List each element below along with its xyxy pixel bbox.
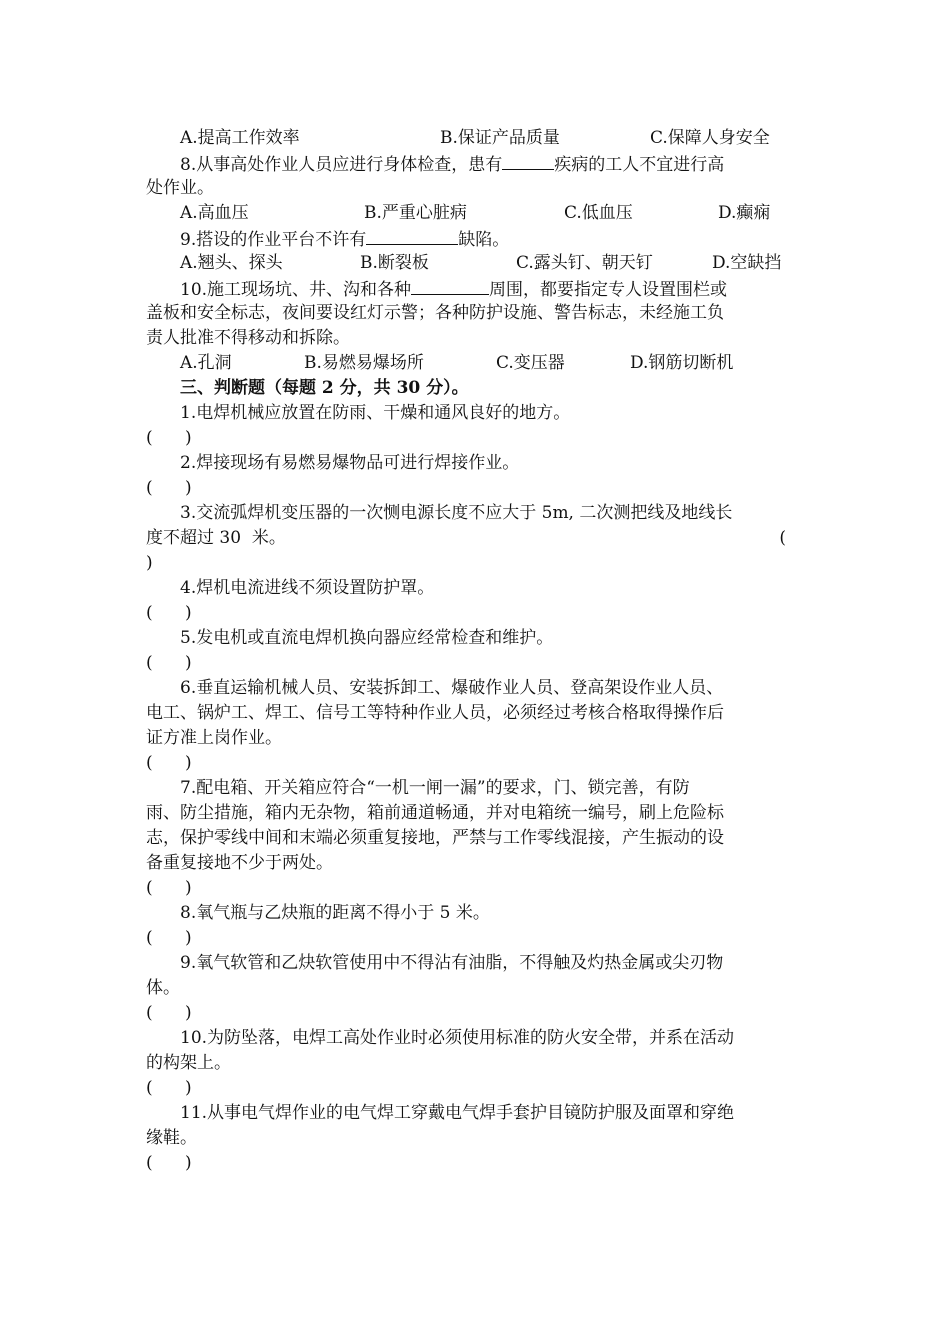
tf-question-2: 2.焊接现场有易燃易爆物品可进行焊接作业。 <box>180 453 520 473</box>
answer-bracket: ( ) <box>146 653 192 673</box>
option-a: A.高血压 <box>180 203 249 223</box>
answer-bracket-open: ( <box>779 528 786 548</box>
question-9: 9.搭设的作业平台不许有 缺陷。 <box>180 226 806 253</box>
tf-question-7-cont: 志，保护零线中间和末端必须重复接地，严禁与工作零线混接，产生振动的设 <box>146 828 724 848</box>
option-a: A.翘头、探头 <box>180 253 283 273</box>
option-b: B.易燃易爆场所 <box>304 353 424 373</box>
answer-bracket: ( ) <box>146 478 192 498</box>
tf-question-7-cont: 备重复接地不少于两处。 <box>146 853 333 873</box>
option-a: A.提高工作效率 <box>180 128 300 148</box>
option-d: D.钢筋切断机 <box>630 353 734 373</box>
option-b: B.保证产品质量 <box>440 128 560 148</box>
answer-bracket: ( ) <box>146 1078 192 1098</box>
option-a: A.孔洞 <box>180 353 232 373</box>
section-heading: 三、判断题（每题 2 分，共 30 分）。 <box>180 378 469 398</box>
answer-bracket: ( ) <box>146 1153 192 1173</box>
tf-question-6: 6.垂直运输机械人员、安装拆卸工、爆破作业人员、登高架设作业人员、 <box>180 678 724 698</box>
option-c: C.露头钉、朝天钉 <box>516 253 653 273</box>
tf-question-6-cont: 证方准上岗作业。 <box>146 728 282 748</box>
answer-bracket: ( ) <box>146 753 192 773</box>
option-c: C.变压器 <box>496 353 565 373</box>
option-b: B.严重心脏病 <box>364 203 467 223</box>
answer-blank <box>502 151 554 170</box>
tf-question-10-cont: 的构架上。 <box>146 1053 231 1073</box>
tf-question-10: 10.为防坠落，电焊工高处作业时必须使用标准的防火安全带，并系在活动 <box>180 1028 735 1048</box>
answer-bracket: ( ) <box>146 1003 192 1023</box>
question-10: 10.施工现场坑、井、沟和各种 周围，都要指定专人设置围栏或 <box>180 276 806 303</box>
tf-question-1: 1.电焊机械应放置在防雨、干燥和通风良好的地方。 <box>180 403 571 423</box>
tf-question-9-cont: 体。 <box>146 978 180 998</box>
question-8-cont: 处作业。 <box>146 178 214 198</box>
option-d: D.空缺挡 <box>712 253 782 273</box>
answer-bracket: ( ) <box>146 928 192 948</box>
answer-bracket: ( ) <box>146 603 192 623</box>
option-c: C.低血压 <box>564 203 633 223</box>
tf-question-11-cont: 缘鞋。 <box>146 1128 197 1148</box>
question-10-cont: 责人批准不得移动和拆除。 <box>146 328 350 348</box>
tf-question-4: 4.焊机电流进线不须设置防护罩。 <box>180 578 435 598</box>
option-c: C.保障人身安全 <box>650 128 770 148</box>
answer-bracket-close: ) <box>146 553 153 573</box>
option-d: D.癫痫 <box>718 203 771 223</box>
answer-bracket: ( ) <box>146 878 192 898</box>
tf-question-7-cont: 雨、防尘措施，箱内无杂物，箱前通道畅通，并对电箱统一编号，刷上危险标 <box>146 803 724 823</box>
question-8: 8.从事高处作业人员应进行身体检查，患有 疾病的工人不宜进行高 <box>180 151 806 178</box>
tf-question-8: 8.氧气瓶与乙炔瓶的距离不得小于 5 米。 <box>180 903 490 923</box>
answer-blank <box>411 276 489 295</box>
tf-question-3: 3.交流弧焊机变压器的一次恻电源长度不应大于 5m, 二次测把线及地线长 <box>180 503 733 523</box>
answer-blank <box>366 226 458 245</box>
tf-question-6-cont: 电工、锅炉工、焊工、信号工等特种作业人员，必须经过考核合格取得操作后 <box>146 703 724 723</box>
tf-question-3-cont: 度不超过 30 米。 <box>146 528 286 548</box>
option-b: B.断裂板 <box>360 253 429 273</box>
tf-question-5: 5.发电机或直流电焊机换向器应经常检查和维护。 <box>180 628 554 648</box>
answer-bracket: ( ) <box>146 428 192 448</box>
tf-question-11: 11.从事电气焊作业的电气焊工穿戴电气焊手套护目镜防护服及面罩和穿绝 <box>180 1103 735 1123</box>
question-10-cont: 盖板和安全标志，夜间要设红灯示警；各种防护设施、警告标志，未经施工负 <box>146 303 724 323</box>
tf-question-9: 9.氧气软管和乙炔软管使用中不得沾有油脂，不得触及灼热金属或尖刃物 <box>180 953 724 973</box>
tf-question-7: 7.配电箱、开关箱应符合“一机一闸一漏”的要求，门、锁完善，有防 <box>180 778 690 798</box>
